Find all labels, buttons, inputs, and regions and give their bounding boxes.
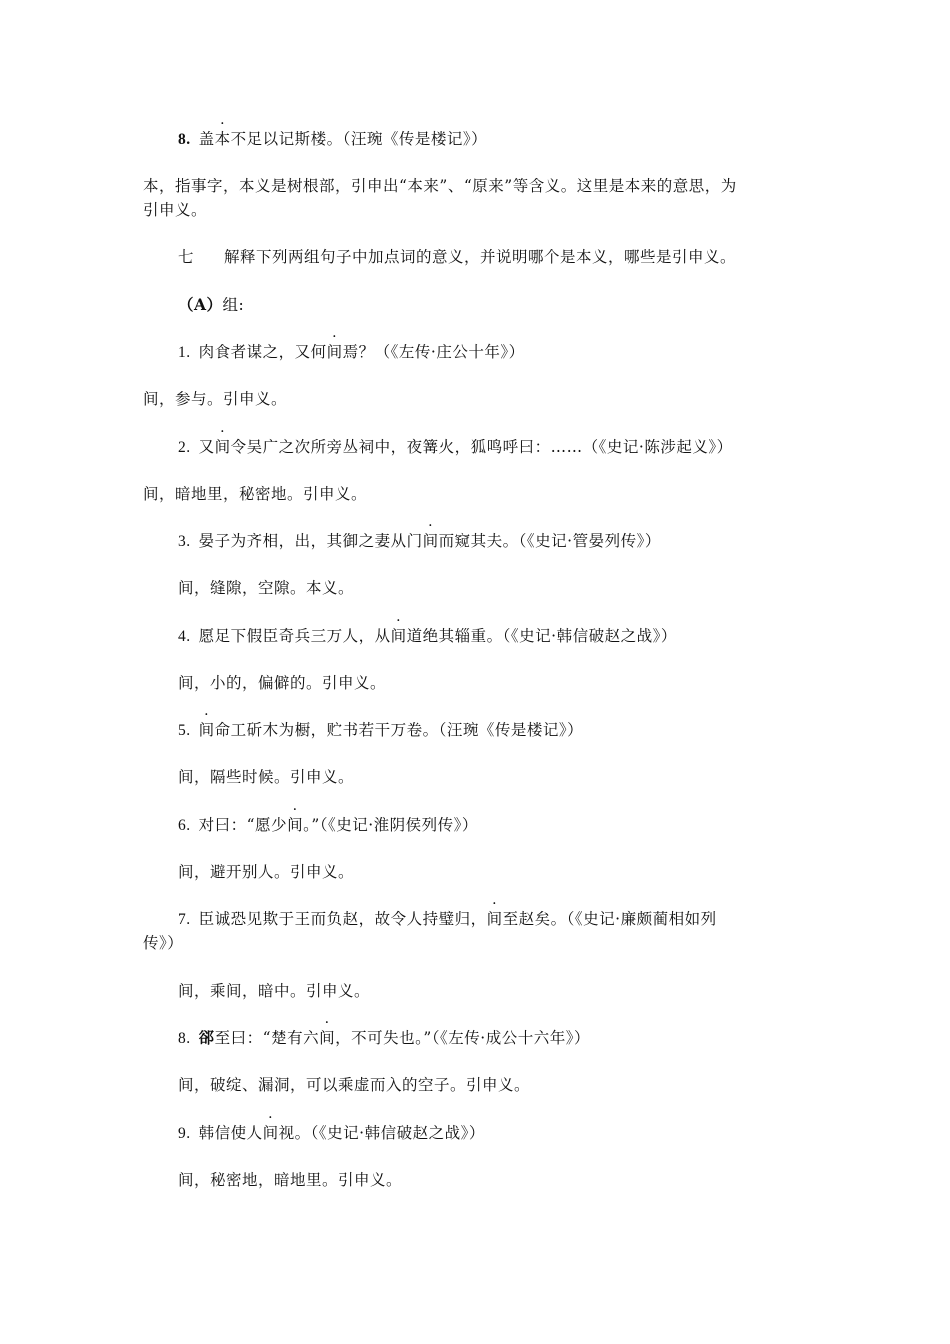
item-number: 8. [178,131,191,148]
item-number: 6. [178,817,191,834]
item-answer: 间，隔些时候。引申义。 [178,768,355,786]
item-answer: 间，破绽、漏洞，可以乘虚而入的空子。引申义。 [178,1076,531,1094]
item-text-pre: 至曰：“楚有六 [214,1029,320,1047]
item-text-bold-char: 郤 [198,1028,215,1047]
list-item [178,530,661,553]
dotted-word: 本 [214,130,231,148]
list-item [178,908,717,931]
item-answer: 间，秘密地，暗地里。引申义。 [178,1171,403,1189]
item-text-pre: 对曰：“愿少 [198,816,288,834]
dotted-word: 间 [422,532,439,550]
item-text-pre: 又 [198,438,215,456]
list-item [178,719,583,742]
list-item [178,341,525,364]
section-number: 七 [178,248,195,266]
item-answer: 间，避开别人。引申义。 [178,863,355,881]
item-text-post: 命工斫木为橱，贮书若干万卷。（汪琬《传是楼记》） [214,721,584,739]
item-text-pre: 盖 [198,130,215,148]
dotted-word: 间 [214,438,231,456]
dotted-word: 间 [287,816,304,834]
group-mark: （A） [178,295,223,314]
item-number: 5. [178,722,191,739]
item-text-post: 而窥其夫。（《史记·管晏列传》） [438,532,661,550]
list-item [178,1122,485,1145]
group-label [178,294,244,316]
item-text-pre: 韩信使人 [198,1124,263,1142]
item-text-pre: 肉食者谋之，又何 [198,343,327,361]
item-text-post: 焉？（《左传·庄公十年》） [342,343,525,361]
item-number: 3. [178,533,191,550]
item-number: 8. [178,1030,191,1047]
answer-paragraph-line1: 本，指事字，本义是树根部，引申出“本来”、“原来”等含义。这里是本来的意思，为 [143,177,737,195]
item-answer: 间，暗地里，秘密地。引申义。 [143,485,368,503]
item-answer: 间，参与。引申义。 [143,390,288,408]
item-top-8 [178,128,487,151]
item-number: 4. [178,628,191,645]
list-item [178,436,733,459]
item-number: 2. [178,439,191,456]
dotted-word: 间 [319,1029,336,1047]
item-text-pre: 臣诚恐见欺于王而负赵，故令人持璧归， [198,910,487,928]
list-item [178,625,677,648]
item-number: 1. [178,344,191,361]
section-title: 解释下列两组句子中加点词的意义，并说明哪个是本义，哪些是引申义。 [224,248,737,266]
dotted-word: 间 [198,721,215,739]
item-text-pre: 愿足下假臣奇兵三万人，从 [198,627,391,645]
dotted-word: 间 [486,910,503,928]
dotted-word: 间 [390,627,407,645]
item-number: 9. [178,1125,191,1142]
item-text-post: 视。（《史记·韩信破赵之战》） [278,1124,485,1142]
item-text-post: 令吴广之次所旁丛祠中，夜篝火，狐鸣呼曰：……（《史记·陈涉起义》） [230,438,733,456]
item-text-post: 。”（《史记·淮阴侯列传》） [303,816,478,834]
item-text-post: 至赵矣。（《史记·廉颇蔺相如列 [502,910,717,928]
list-item [178,814,478,837]
item-text-continuation: 传》） [143,934,184,952]
item-text-post: 道绝其辎重。（《史记·韩信破赵之战》） [406,627,677,645]
item-answer: 间，小的，偏僻的。引申义。 [178,674,387,692]
item-text-post: 不足以记斯楼。（汪琬《传是楼记》） [230,130,488,148]
item-text-post: ，不可失也。”（《左传·成公十六年》） [335,1029,590,1047]
list-item [178,1027,590,1050]
item-answer: 间，缝隙，空隙。本义。 [178,579,355,597]
item-number: 7. [178,911,191,928]
group-text: 组: [222,296,245,314]
dotted-word: 间 [326,343,343,361]
item-text-pre: 晏子为齐相，出，其御之妻从门 [198,532,423,550]
section-heading [178,246,736,268]
answer-paragraph-line2: 引申义。 [143,201,208,219]
item-answer: 间，乘间，暗中。引申义。 [178,982,371,1000]
dotted-word: 间 [262,1124,279,1142]
